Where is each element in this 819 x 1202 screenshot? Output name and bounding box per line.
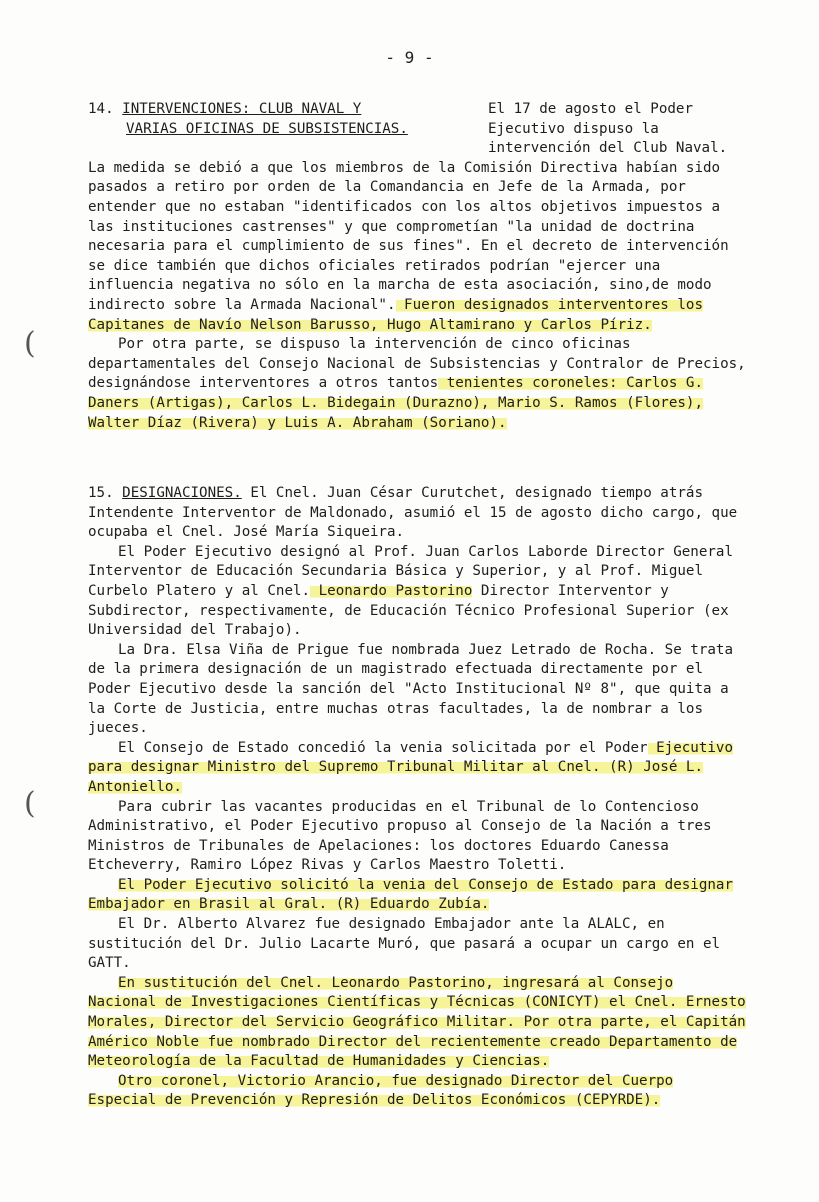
section-15-paragraph bbox=[88, 876, 748, 915]
section-14-lead: El 17 de agosto el Poder Ejecutivo dispuso la intervención del Club Naval. bbox=[488, 101, 728, 157]
margin-parenthesis-mark: ( bbox=[24, 326, 36, 361]
highlighted-text: El Poder Ejecutivo solicitó la venia del Consejo de Estado para designar Embajador en Brasil al Gral. (R) Eduardo Zubía. bbox=[88, 876, 733, 913]
section-15-paragraph bbox=[88, 974, 748, 1072]
section-14-paragraph bbox=[88, 159, 748, 335]
section-15-paragraph: La Dra. Elsa Viña de Prigue fue nombrada Juez Letrado de Rocha. Se trata de la primera designación de un magistrado efectuada directamente por el Poder Ejecutivo desde la sanción del "Acto Institucional Nº 8", que quita a la Corte de Justicia, entre muchas otras facultades, la de nombrar a los jueces. bbox=[88, 641, 733, 737]
section-15-paragraph bbox=[88, 739, 748, 798]
section-14-paragraph bbox=[88, 335, 748, 433]
section-15 bbox=[88, 484, 748, 1111]
paragraph-text: Director Interventor y Subdirector, respectivamente, de Educación Técnico Profesional Superior (ex Universidad del Trabajo). bbox=[88, 582, 729, 639]
highlighted-text: Ejecutivo para designar Ministro del Supremo Tribunal Militar al Cnel. (R) José L. Antoniello. bbox=[88, 739, 734, 795]
section-14 bbox=[88, 100, 748, 433]
section-title-line1: INTERVENCIONES: CLUB NAVAL Y bbox=[122, 101, 362, 117]
section-14-title bbox=[88, 100, 448, 139]
section-number: 15. bbox=[88, 485, 114, 501]
paragraph-text: Por otra parte, se dispuso la intervención de cinco oficinas departamentales del Consejo Nacional de Subsistencias y Contralor de Precios, designándose interventores a otros tantos bbox=[88, 336, 746, 392]
section-14-heading bbox=[88, 100, 748, 159]
margin-parenthesis-mark: ( bbox=[24, 786, 36, 821]
paragraph-text: La medida se debió a que los miembros de la Comisión Directiva habían sido pasados a retiro por orden de la Comandancia en Jefe de la Armada, por entender que no estaban "identificados con los altos objetivos impuestos a las instituciones castrenses" y que comprometían "la unidad de doctrina necesaria para el cumplimiento de sus fines". En el decreto de intervención se dice también que dichos oficiales retirados podrían "ejercer una influencia negativa no sólo en la marcha de esta asociación, sino,de modo indirecto sobre la Armada Nacional". bbox=[88, 159, 729, 313]
highlighted-text: Otro coronel, Victorio Arancio, fue designado Director del Cuerpo Especial de Prevención y Represión de Delitos Económicos (CEPYRDE). bbox=[88, 1072, 674, 1109]
paragraph-text: El Poder Ejecutivo designó al Prof. Juan Carlos Laborde Director General Interventor de Educación Secundaria Básica y Superior, y al Prof. Miguel Curbelo Platero y al Cnel. bbox=[88, 543, 733, 599]
section-15-paragraph bbox=[88, 1072, 748, 1111]
section-15-paragraph: Para cubrir las vacantes producidas en el Tribunal de lo Contencioso Administrativo, el Poder Ejecutivo propuso al Consejo de la Nación a tres Ministros de Tribunales de Apelaciones: los doctores Eduardo Canessa Etcheverry, Ramiro López Rivas y Carlos Maestro Toletti. bbox=[88, 798, 712, 874]
paragraph-text: El Consejo de Estado concedió la venia solicitada por el Poder bbox=[118, 739, 648, 756]
section-number: 14. bbox=[88, 101, 114, 117]
section-15-paragraph bbox=[88, 543, 748, 641]
page-number: - 9 - bbox=[385, 48, 434, 67]
highlighted-text: Fueron designados interventores los Capitanes de Navío Nelson Barusso, Hugo Altamirano y Carlos Píriz. bbox=[88, 296, 703, 333]
section-title: DESIGNACIONES. bbox=[122, 485, 242, 501]
highlighted-text: tenientes coroneles: Carlos G. Daners (Artigas), Carlos L. Bidegain (Durazno), Mario S. Ramos (Flores), Walter Díaz (Rivera) y Luis A. Abraham (Soriano). bbox=[88, 375, 704, 431]
section-title-line2: VARIAS OFICINAS DE SUBSISTENCIAS. bbox=[126, 120, 408, 137]
paragraph-text: El Cnel. Juan César Curutchet, designado tiempo atrás Intendente Interventor de Maldonado, asumió el 15 de agosto dicho cargo, que ocupaba el Cnel. José María Siqueira. bbox=[88, 485, 738, 541]
highlighted-text: En sustitución del Cnel. Leonardo Pastorino, ingresará al Consejo Nacional de Investigaciones Científicas y Técnicas (CONICYT) el Cnel. Ernesto Morales, Director del Servicio Geográfico Militar. Por otra parte, el Capitán Américo Noble fue nombrado Director del recientemente creado Departamento de Meteorología de la Facultad de Humanidades y Ciencias. bbox=[88, 974, 746, 1070]
highlighted-text: Leonardo Pastorino bbox=[310, 582, 473, 599]
section-15-first-paragraph bbox=[88, 484, 748, 543]
section-15-paragraph: El Dr. Alberto Alvarez fue designado Embajador ante la ALALC, en sustitución del Dr. Julio Lacarte Muró, que pasará a ocupar un cargo en el GATT. bbox=[88, 916, 721, 972]
